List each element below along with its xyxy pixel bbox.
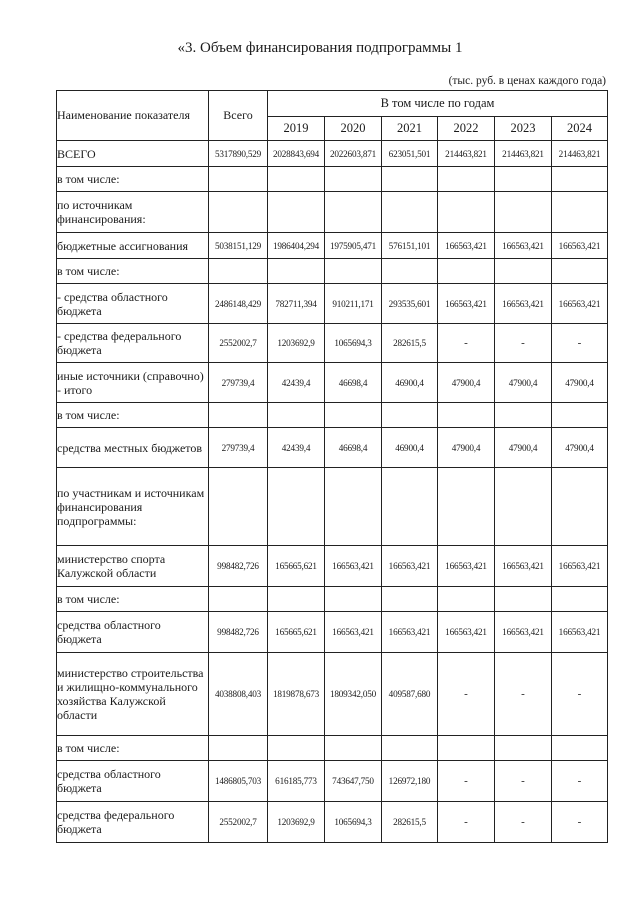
empty-cell — [438, 736, 495, 761]
year-value-cell: 46900,4 — [382, 428, 438, 468]
total-value-cell: 279739,4 — [209, 428, 268, 468]
empty-cell — [495, 167, 552, 192]
year-value-cell: 166563,421 — [552, 233, 608, 259]
header-year: 2023 — [495, 117, 552, 141]
year-value-cell: 782711,394 — [268, 284, 325, 324]
year-value-cell: 743647,750 — [325, 761, 382, 802]
year-value-cell: 293535,601 — [382, 284, 438, 324]
empty-cell — [209, 192, 268, 233]
year-value-cell: 42439,4 — [268, 428, 325, 468]
year-value-cell: 166563,421 — [325, 612, 382, 653]
row-label: средства местных бюджетов — [57, 428, 209, 468]
year-value-cell: - — [552, 761, 608, 802]
row-label: средства областного бюджета — [57, 761, 209, 802]
empty-cell — [209, 468, 268, 546]
year-value-cell: 126972,180 — [382, 761, 438, 802]
empty-cell — [209, 736, 268, 761]
row-label: в том числе: — [57, 403, 209, 428]
year-value-cell: 166563,421 — [495, 546, 552, 587]
year-value-cell: 282615,5 — [382, 802, 438, 843]
table-row — [57, 141, 608, 167]
year-value-cell: - — [552, 653, 608, 736]
table-row — [57, 403, 608, 428]
year-value-cell: - — [495, 653, 552, 736]
total-value-cell: 2486148,429 — [209, 284, 268, 324]
empty-cell — [268, 259, 325, 284]
table-row — [57, 363, 608, 403]
year-value-cell: - — [552, 802, 608, 843]
year-value-cell: 1203692,9 — [268, 802, 325, 843]
header-total: Всего — [209, 91, 268, 141]
empty-cell — [325, 403, 382, 428]
empty-cell — [209, 403, 268, 428]
year-value-cell: - — [438, 324, 495, 363]
empty-cell — [495, 468, 552, 546]
year-value-cell: 46698,4 — [325, 428, 382, 468]
table-row — [57, 612, 608, 653]
year-value-cell: 166563,421 — [382, 546, 438, 587]
year-value-cell: 2028843,694 — [268, 141, 325, 167]
year-value-cell: - — [552, 324, 608, 363]
total-value-cell: 2552002,7 — [209, 324, 268, 363]
empty-cell — [209, 259, 268, 284]
year-value-cell: - — [495, 802, 552, 843]
table-row — [57, 324, 608, 363]
total-value-cell: 279739,4 — [209, 363, 268, 403]
table-row — [57, 284, 608, 324]
year-value-cell: 1975905,471 — [325, 233, 382, 259]
year-value-cell: - — [438, 761, 495, 802]
total-value-cell: 4038808,403 — [209, 653, 268, 736]
year-value-cell: 214463,821 — [495, 141, 552, 167]
empty-cell — [495, 403, 552, 428]
empty-cell — [552, 259, 608, 284]
empty-cell — [209, 587, 268, 612]
empty-cell — [268, 736, 325, 761]
total-value-cell: 5317890,529 — [209, 141, 268, 167]
row-label: в том числе: — [57, 736, 209, 761]
year-value-cell: 47900,4 — [438, 428, 495, 468]
year-value-cell: 166563,421 — [495, 233, 552, 259]
year-value-cell: 166563,421 — [382, 612, 438, 653]
table-row — [57, 587, 608, 612]
year-value-cell: 1065694,3 — [325, 802, 382, 843]
year-value-cell: 1809342,050 — [325, 653, 382, 736]
row-label: по участникам и источникам финансирования подпрограммы: — [57, 468, 209, 546]
table-row — [57, 233, 608, 259]
header-by-years: В том числе по годам — [268, 91, 608, 117]
year-value-cell: 42439,4 — [268, 363, 325, 403]
total-value-cell: 5038151,129 — [209, 233, 268, 259]
year-value-cell: - — [438, 802, 495, 843]
empty-cell — [268, 468, 325, 546]
header-year: 2019 — [268, 117, 325, 141]
empty-cell — [268, 167, 325, 192]
year-value-cell: 910211,171 — [325, 284, 382, 324]
empty-cell — [495, 192, 552, 233]
empty-cell — [552, 736, 608, 761]
document-title: «3. Объем финансирования подпрограммы 1 — [177, 40, 463, 56]
year-value-cell: 166563,421 — [325, 546, 382, 587]
row-label: в том числе: — [57, 587, 209, 612]
units-note: (тыс. руб. в ценах каждого года) — [448, 75, 606, 87]
empty-cell — [438, 403, 495, 428]
empty-cell — [438, 468, 495, 546]
total-value-cell: 1486805,703 — [209, 761, 268, 802]
row-label: в том числе: — [57, 259, 209, 284]
table-row — [57, 761, 608, 802]
empty-cell — [382, 192, 438, 233]
row-label: средства федерального бюджета — [57, 802, 209, 843]
total-value-cell: 998482,726 — [209, 612, 268, 653]
year-value-cell: 576151,101 — [382, 233, 438, 259]
year-value-cell: 165665,621 — [268, 546, 325, 587]
year-value-cell: 166563,421 — [552, 612, 608, 653]
year-value-cell: 46900,4 — [382, 363, 438, 403]
table-row — [57, 428, 608, 468]
year-value-cell: 1203692,9 — [268, 324, 325, 363]
row-label: министерство спорта Калужской области — [57, 546, 209, 587]
empty-cell — [325, 259, 382, 284]
year-value-cell: 166563,421 — [438, 546, 495, 587]
table-row — [57, 192, 608, 233]
table-row — [57, 468, 608, 546]
year-value-cell: - — [495, 324, 552, 363]
year-value-cell: 409587,680 — [382, 653, 438, 736]
row-label: в том числе: — [57, 167, 209, 192]
empty-cell — [325, 587, 382, 612]
empty-cell — [268, 403, 325, 428]
year-value-cell: - — [438, 653, 495, 736]
header-year: 2020 — [325, 117, 382, 141]
empty-cell — [382, 259, 438, 284]
empty-cell — [382, 587, 438, 612]
empty-cell — [325, 736, 382, 761]
year-value-cell: 616185,773 — [268, 761, 325, 802]
year-value-cell: 166563,421 — [438, 233, 495, 259]
row-label: ВСЕГО — [57, 141, 209, 167]
total-value-cell: 998482,726 — [209, 546, 268, 587]
empty-cell — [325, 468, 382, 546]
year-value-cell: 166563,421 — [438, 612, 495, 653]
table-row — [57, 653, 608, 736]
table-row — [57, 259, 608, 284]
empty-cell — [382, 736, 438, 761]
empty-cell — [382, 468, 438, 546]
year-value-cell: 47900,4 — [438, 363, 495, 403]
year-value-cell: 282615,5 — [382, 324, 438, 363]
financing-table — [56, 90, 608, 843]
year-value-cell: 623051,501 — [382, 141, 438, 167]
header-indicator-name: Наименование показателя — [57, 91, 209, 141]
empty-cell — [552, 468, 608, 546]
year-value-cell: 165665,621 — [268, 612, 325, 653]
year-value-cell: 1819878,673 — [268, 653, 325, 736]
row-label: иные источники (справочно) - итого — [57, 363, 209, 403]
year-value-cell: 47900,4 — [495, 428, 552, 468]
empty-cell — [495, 259, 552, 284]
row-label: бюджетные ассигнования — [57, 233, 209, 259]
total-value-cell: 2552002,7 — [209, 802, 268, 843]
empty-cell — [438, 167, 495, 192]
table-row — [57, 546, 608, 587]
year-value-cell: - — [495, 761, 552, 802]
empty-cell — [552, 403, 608, 428]
table-row — [57, 736, 608, 761]
empty-cell — [438, 192, 495, 233]
row-label: министерство строительства и жилищно-коммунального хозяйства Калужской области — [57, 653, 209, 736]
empty-cell — [438, 587, 495, 612]
empty-cell — [382, 403, 438, 428]
empty-cell — [495, 736, 552, 761]
empty-cell — [268, 192, 325, 233]
year-value-cell: 214463,821 — [552, 141, 608, 167]
empty-cell — [382, 167, 438, 192]
empty-cell — [552, 587, 608, 612]
year-value-cell: 1986404,294 — [268, 233, 325, 259]
empty-cell — [552, 192, 608, 233]
empty-cell — [325, 167, 382, 192]
year-value-cell: 166563,421 — [495, 284, 552, 324]
empty-cell — [552, 167, 608, 192]
year-value-cell: 214463,821 — [438, 141, 495, 167]
year-value-cell: 166563,421 — [552, 546, 608, 587]
header-year: 2024 — [552, 117, 608, 141]
year-value-cell: 47900,4 — [495, 363, 552, 403]
row-label: - средства федерального бюджета — [57, 324, 209, 363]
empty-cell — [495, 587, 552, 612]
year-value-cell: 166563,421 — [495, 612, 552, 653]
row-label: - средства областного бюджета — [57, 284, 209, 324]
empty-cell — [438, 259, 495, 284]
row-label: по источникам финансирования: — [57, 192, 209, 233]
row-label: средства областного бюджета — [57, 612, 209, 653]
empty-cell — [268, 587, 325, 612]
year-value-cell: 1065694,3 — [325, 324, 382, 363]
year-value-cell: 166563,421 — [438, 284, 495, 324]
year-value-cell: 2022603,871 — [325, 141, 382, 167]
year-value-cell: 46698,4 — [325, 363, 382, 403]
table-row — [57, 167, 608, 192]
header-year: 2022 — [438, 117, 495, 141]
year-value-cell: 47900,4 — [552, 363, 608, 403]
empty-cell — [209, 167, 268, 192]
year-value-cell: 47900,4 — [552, 428, 608, 468]
header-year: 2021 — [382, 117, 438, 141]
table-row — [57, 802, 608, 843]
empty-cell — [325, 192, 382, 233]
year-value-cell: 166563,421 — [552, 284, 608, 324]
